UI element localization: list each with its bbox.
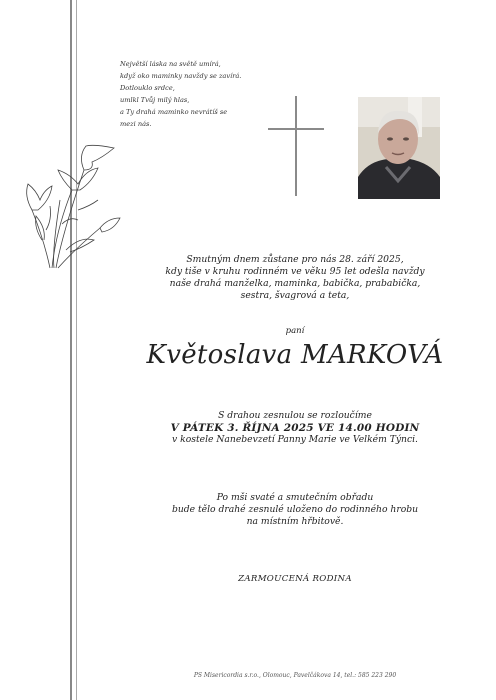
poem-line: mezi nás. <box>120 120 152 128</box>
burial-line: Po mši svaté a smutečním obřadu <box>216 492 374 503</box>
farewell-info <box>110 410 480 446</box>
cross-icon <box>268 96 324 196</box>
farewell-date: V PÁTEK 3. ŘÍJNA 2025 VE 14.00 HODIN <box>170 422 420 434</box>
poem-line: Největší láska na světě umírá, <box>120 60 221 68</box>
family-signature: ZARMOUCENÁ RODINA <box>238 574 352 584</box>
burial-line: na místním hřbitově. <box>246 516 344 527</box>
left-border-line <box>70 0 72 700</box>
poem-line: a Ty drahá maminko nevrátíš se <box>120 108 228 116</box>
burial-info <box>110 492 480 528</box>
intro-line: naše drahá manželka, maminka, babička, prababička, <box>169 278 421 289</box>
intro-line: Smutným dnem zůstane pro nás 28. září 2025, <box>186 254 404 265</box>
footer-contact: PS Misericordia s.r.o., Olomouc, Pavelčákova 14, tel.: 585 223 290 <box>193 672 397 679</box>
poem-line: umlkl Tvůj milý hlas, <box>120 96 190 104</box>
intro-line: kdy tiše v kruhu rodinném ve věku 95 let odešla navždy <box>165 266 425 277</box>
deceased-name: Květoslava MARKOVÁ <box>146 340 444 370</box>
poem-line: když oko maminky navždy se zavírá. <box>120 72 242 80</box>
lily-flower-icon <box>22 140 122 270</box>
poem <box>120 58 280 130</box>
portrait-photo <box>358 97 440 199</box>
farewell-line: S drahou zesnulou se rozloučíme <box>218 410 372 421</box>
burial-line: bude tělo drahé zesnulé uloženo do rodinného hrobu <box>171 504 419 515</box>
intro-line: sestra, švagrová a teta, <box>240 290 350 301</box>
intro-text <box>110 254 480 302</box>
left-border-line-thin <box>76 0 77 700</box>
honorific: paní <box>285 326 305 336</box>
poem-line: Dotlouklo srdce, <box>120 84 175 92</box>
farewell-place: v kostele Nanebevzetí Panny Marie ve Velkém Týnci. <box>172 434 418 445</box>
